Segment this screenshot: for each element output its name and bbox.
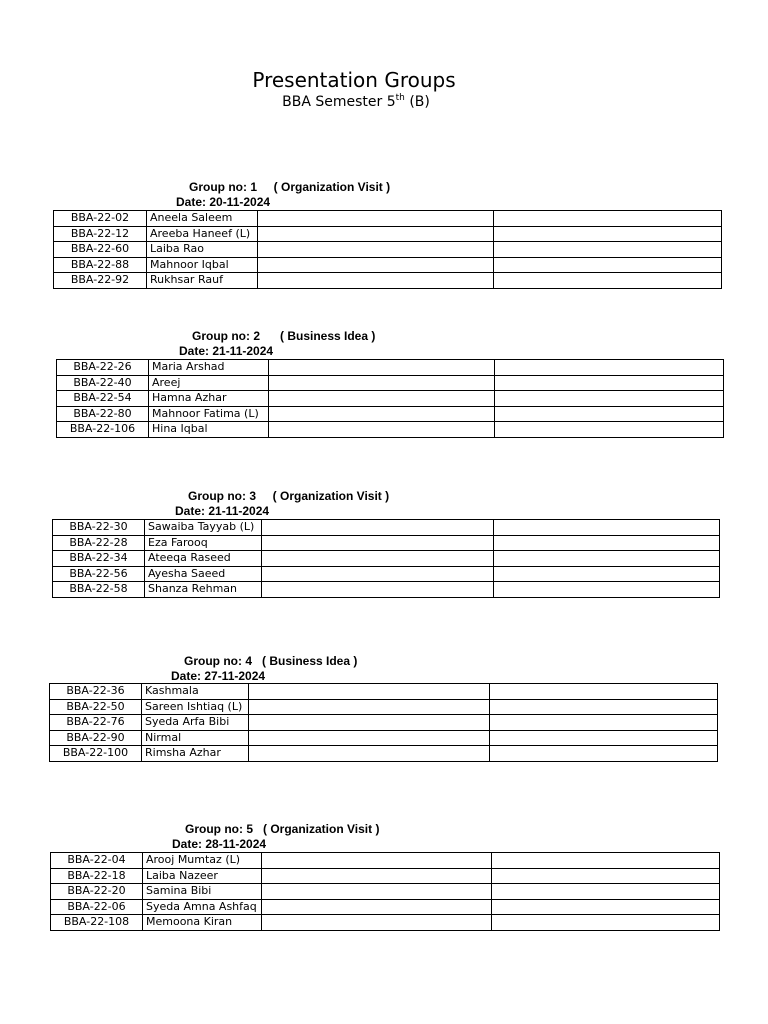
- roll-number: BBA-22-56: [53, 566, 145, 582]
- table-row: [57, 360, 724, 376]
- table-row: [54, 257, 722, 273]
- student-name: Rimsha Azhar: [142, 746, 249, 762]
- roll-number: BBA-22-36: [50, 684, 142, 700]
- roll-number: BBA-22-90: [50, 730, 142, 746]
- empty-cell: [494, 242, 722, 258]
- student-name: Areeba Haneef (L): [147, 226, 258, 242]
- empty-cell: [494, 211, 722, 227]
- student-name: Syeda Amna Ashfaq: [143, 899, 262, 915]
- table-row: [53, 520, 720, 536]
- student-name: Syeda Arfa Bibi: [142, 715, 249, 731]
- student-name: Ayesha Saeed: [145, 566, 262, 582]
- roll-number: BBA-22-76: [50, 715, 142, 731]
- empty-cell: [262, 566, 494, 582]
- group-4-title: Group no: 4 ( Business Idea ): [184, 654, 358, 668]
- table-row: [57, 406, 724, 422]
- roll-number: BBA-22-92: [54, 273, 147, 289]
- table-row: [50, 730, 718, 746]
- empty-cell: [269, 422, 495, 438]
- student-name: Memoona Kiran: [143, 915, 262, 931]
- table-row: [50, 699, 718, 715]
- student-name: Shanza Rehman: [145, 582, 262, 598]
- empty-cell: [495, 375, 724, 391]
- empty-cell: [249, 715, 490, 731]
- student-name: Mahnoor Iqbal: [147, 257, 258, 273]
- empty-cell: [494, 551, 720, 567]
- student-name: Eza Farooq: [145, 535, 262, 551]
- empty-cell: [249, 730, 490, 746]
- empty-cell: [258, 226, 494, 242]
- subtitle-main: BBA Semester 5: [282, 94, 396, 110]
- table-row: [51, 853, 720, 869]
- student-name: Ateeqa Raseed: [145, 551, 262, 567]
- student-name: Sawaiba Tayyab (L): [145, 520, 262, 536]
- empty-cell: [492, 868, 720, 884]
- empty-cell: [495, 391, 724, 407]
- table-row: [54, 242, 722, 258]
- student-name: Hina Iqbal: [149, 422, 269, 438]
- roll-number: BBA-22-100: [50, 746, 142, 762]
- roll-number: BBA-22-26: [57, 360, 149, 376]
- table-row: [50, 746, 718, 762]
- empty-cell: [262, 884, 492, 900]
- empty-cell: [262, 535, 494, 551]
- table-row: [53, 535, 720, 551]
- empty-cell: [492, 884, 720, 900]
- group-2-table: [56, 359, 724, 438]
- empty-cell: [262, 868, 492, 884]
- group-2-title: Group no: 2 ( Business Idea ): [192, 329, 376, 343]
- empty-cell: [258, 273, 494, 289]
- empty-cell: [269, 391, 495, 407]
- empty-cell: [249, 746, 490, 762]
- student-name: Rukhsar Rauf: [147, 273, 258, 289]
- empty-cell: [262, 853, 492, 869]
- student-name: Areej: [149, 375, 269, 391]
- subtitle-superscript: th: [395, 93, 405, 103]
- roll-number: BBA-22-108: [51, 915, 143, 931]
- empty-cell: [494, 226, 722, 242]
- roll-number: BBA-22-80: [57, 406, 149, 422]
- table-row: [54, 273, 722, 289]
- empty-cell: [490, 715, 718, 731]
- empty-cell: [269, 360, 495, 376]
- empty-cell: [494, 535, 720, 551]
- roll-number: BBA-22-04: [51, 853, 143, 869]
- roll-number: BBA-22-106: [57, 422, 149, 438]
- group-5-date: Date: 28-11-2024: [172, 837, 267, 851]
- empty-cell: [262, 899, 492, 915]
- student-name: Laiba Nazeer: [143, 868, 262, 884]
- page-subtitle: [0, 93, 712, 110]
- table-row: [53, 551, 720, 567]
- student-name: Nirmal: [142, 730, 249, 746]
- roll-number: BBA-22-58: [53, 582, 145, 598]
- subtitle-tail: (B): [404, 94, 430, 110]
- empty-cell: [494, 257, 722, 273]
- roll-number: BBA-22-34: [53, 551, 145, 567]
- empty-cell: [492, 899, 720, 915]
- page-title: Presentation Groups: [252, 68, 456, 92]
- group-1-title: Group no: 1 ( Organization Visit ): [189, 180, 391, 194]
- roll-number: BBA-22-06: [51, 899, 143, 915]
- group-5-table: [50, 852, 720, 931]
- empty-cell: [262, 582, 494, 598]
- table-row: [51, 868, 720, 884]
- table-row: [51, 884, 720, 900]
- group-5-title: Group no: 5 ( Organization Visit ): [185, 822, 380, 836]
- roll-number: BBA-22-60: [54, 242, 147, 258]
- group-3-date: Date: 21-11-2024: [175, 504, 270, 518]
- empty-cell: [269, 406, 495, 422]
- student-name: Sareen Ishtiaq (L): [142, 699, 249, 715]
- empty-cell: [249, 699, 490, 715]
- roll-number: BBA-22-40: [57, 375, 149, 391]
- group-2-date: Date: 21-11-2024: [179, 344, 274, 358]
- empty-cell: [258, 257, 494, 273]
- group-4-date: Date: 27-11-2024: [171, 669, 266, 683]
- empty-cell: [495, 360, 724, 376]
- table-row: [54, 226, 722, 242]
- student-name: Maria Arshad: [149, 360, 269, 376]
- table-row: [54, 211, 722, 227]
- group-1-date: Date: 20-11-2024: [176, 195, 271, 209]
- table-row: [57, 422, 724, 438]
- empty-cell: [494, 520, 720, 536]
- empty-cell: [490, 684, 718, 700]
- roll-number: BBA-22-30: [53, 520, 145, 536]
- empty-cell: [262, 551, 494, 567]
- roll-number: BBA-22-54: [57, 391, 149, 407]
- empty-cell: [258, 242, 494, 258]
- student-name: Hamna Azhar: [149, 391, 269, 407]
- student-name: Samina Bibi: [143, 884, 262, 900]
- student-name: Laiba Rao: [147, 242, 258, 258]
- student-name: Kashmala: [142, 684, 249, 700]
- table-row: [53, 582, 720, 598]
- student-name: Arooj Mumtaz (L): [143, 853, 262, 869]
- table-row: [51, 899, 720, 915]
- student-name: Aneela Saleem: [147, 211, 258, 227]
- student-name: Mahnoor Fatima (L): [149, 406, 269, 422]
- roll-number: BBA-22-02: [54, 211, 147, 227]
- empty-cell: [249, 684, 490, 700]
- group-1-table: [53, 210, 722, 289]
- roll-number: BBA-22-50: [50, 699, 142, 715]
- empty-cell: [495, 422, 724, 438]
- empty-cell: [495, 406, 724, 422]
- roll-number: BBA-22-18: [51, 868, 143, 884]
- empty-cell: [258, 211, 494, 227]
- empty-cell: [492, 915, 720, 931]
- table-row: [53, 566, 720, 582]
- table-row: [50, 715, 718, 731]
- roll-number: BBA-22-88: [54, 257, 147, 273]
- empty-cell: [262, 520, 494, 536]
- table-row: [57, 375, 724, 391]
- roll-number: BBA-22-20: [51, 884, 143, 900]
- table-row: [57, 391, 724, 407]
- empty-cell: [494, 273, 722, 289]
- group-4-table: [49, 683, 718, 762]
- empty-cell: [490, 746, 718, 762]
- empty-cell: [492, 853, 720, 869]
- group-3-table: [52, 519, 720, 598]
- empty-cell: [494, 566, 720, 582]
- table-row: [51, 915, 720, 931]
- empty-cell: [262, 915, 492, 931]
- roll-number: BBA-22-12: [54, 226, 147, 242]
- empty-cell: [269, 375, 495, 391]
- group-3-title: Group no: 3 ( Organization Visit ): [188, 489, 390, 503]
- roll-number: BBA-22-28: [53, 535, 145, 551]
- empty-cell: [490, 730, 718, 746]
- empty-cell: [490, 699, 718, 715]
- empty-cell: [494, 582, 720, 598]
- table-row: [50, 684, 718, 700]
